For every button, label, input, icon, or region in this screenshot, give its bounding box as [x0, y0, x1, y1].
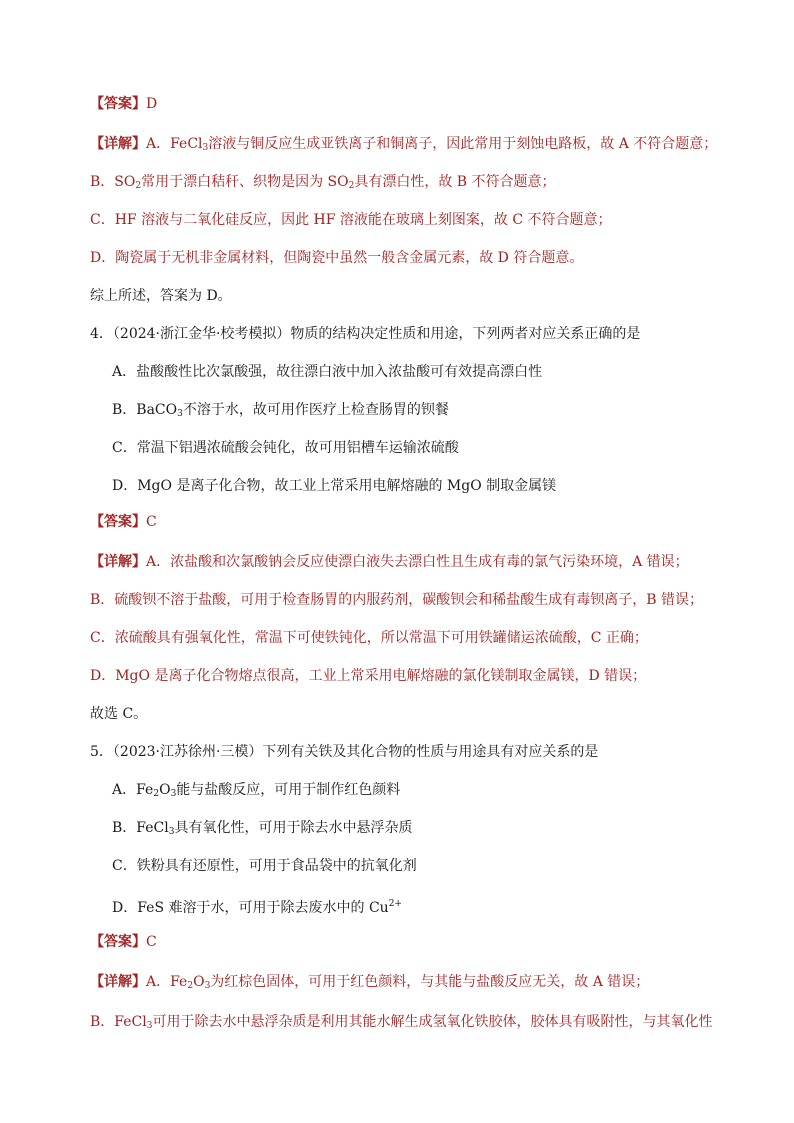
- text-run: D．MgO 是离子化合物熔点很高，工业上常采用电解熔融的氯化镁制取金属镁，D 错误；: [90, 668, 647, 684]
- text-run: 4．（2024·浙江金华·校考模拟）物质的结构决定性质和用途，下列两者对应关系正确的是: [90, 326, 641, 342]
- text-run: B．FeCl: [90, 1014, 147, 1030]
- text-run: B．FeCl: [112, 820, 169, 836]
- section-tag: 【详解】: [90, 974, 146, 990]
- text-run: A．FeCl: [146, 136, 203, 152]
- text-run: 为红棕色固体，可用于红色颜料，与其能与盐酸反应无关，故 A 错误；: [210, 974, 650, 990]
- text-run: C．HF 溶液与二氧化硅反应，因此 HF 溶液能在玻璃上刻图案，故 C 不符合题意；: [90, 212, 612, 228]
- text-run: 3: [146, 1021, 153, 1031]
- text-run: A．Fe: [146, 974, 188, 990]
- text-line-d4d: [90, 666, 646, 686]
- text-run: 具有氧化性，可用于除去水中悬浮杂质: [174, 820, 413, 836]
- text-line-ans4: [90, 512, 157, 532]
- text-line-q4c: [112, 438, 459, 458]
- text-run: B．SO: [90, 174, 136, 190]
- text-line-q5b: [112, 818, 412, 842]
- answer-letter: C: [146, 934, 157, 950]
- text-run: A．盐酸酸性比次氯酸强，故往漂白液中加入浓盐酸可有效提高漂白性: [112, 364, 543, 380]
- text-run: C．常温下铝遇浓硫酸会钝化，故可用铝槽车运输浓硫酸: [112, 440, 459, 456]
- text-line-q5c: [112, 856, 417, 876]
- answer-letter: D: [146, 96, 158, 112]
- text-run: 3: [202, 143, 209, 153]
- text-run: C．铁粉具有还原性，可用于食品袋中的抗氧化剂: [112, 858, 417, 874]
- section-tag: 【详解】: [90, 554, 146, 570]
- answer-letter: C: [146, 514, 157, 530]
- text-line-d4b: [90, 590, 703, 610]
- text-run: 不溶于水，故可用作医疗上检查肠胃的钡餐: [182, 402, 449, 418]
- text-line-q4b: [112, 400, 449, 424]
- text-run: A．Fe: [112, 782, 154, 798]
- text-run: 综上所述，答案为 D。: [90, 288, 232, 304]
- text-run: B．硫酸钡不溶于盐酸，可用于检查肠胃的内服药剂，碳酸钡会和稀盐酸生成有毒钡离子，B 错误；: [90, 592, 704, 608]
- text-run: B．BaCO: [112, 402, 178, 418]
- text-run: 能与盐酸反应，可用于制作红色颜料: [176, 782, 401, 798]
- text-run: 2: [348, 181, 355, 191]
- text-line-d5a: [90, 972, 649, 996]
- text-line-d4a: [90, 552, 689, 572]
- text-line-d3c: [90, 210, 612, 230]
- text-run: 5．（2023·江苏徐州·三模）下列有关铁及其化合物的性质与用途具有对应关系的是: [90, 744, 599, 760]
- text-line-q4a: [112, 362, 542, 382]
- text-run: 2: [187, 981, 194, 991]
- text-run: D．FeS 难溶于水，可用于除去废水中的 Cu: [112, 900, 389, 916]
- text-run: 3: [177, 409, 183, 419]
- text-run: D．陶瓷属于无机非金属材料，但陶瓷中虽然一般含金属元素，故 D 符合题意。: [90, 250, 584, 266]
- text-run: 具有漂白性，故 B 不符合题意；: [354, 174, 556, 190]
- text-line-d3d: [90, 248, 583, 268]
- text-run: 故选 C。: [90, 706, 148, 722]
- text-line-q4d: [112, 476, 556, 496]
- text-run: 3: [204, 981, 211, 991]
- text-line-d5b: [90, 1012, 712, 1036]
- text-line-q5d: [112, 894, 402, 918]
- text-run: C．浓硫酸具有强氧化性，常温下可使铁钝化，所以常温下可用铁罐储运浓硫酸，C 正确；: [90, 630, 648, 646]
- text-run: 可用于除去水中悬浮杂质是利用其能水解生成氢氧化铁胶体，胶体具有吸附性，与其氧化性: [152, 1014, 713, 1030]
- text-run: 2: [153, 789, 160, 799]
- text-line-ans3: [90, 94, 157, 114]
- text-run: 3: [170, 789, 177, 799]
- text-line-ans5: [90, 932, 157, 952]
- text-line-d4c: [90, 628, 648, 648]
- section-tag: 【详解】: [90, 136, 146, 152]
- text-run: 2: [135, 181, 142, 191]
- text-run: 溶液与铜反应生成亚铁离子和铜离子，因此常用于刻蚀电路板，故 A 不符合题意；: [208, 136, 718, 152]
- text-line-d3b: [90, 172, 556, 196]
- text-line-q5: [90, 742, 598, 762]
- text-line-q4: [90, 324, 640, 344]
- text-line-d3a: [90, 134, 717, 158]
- text-run: A．浓盐酸和次氯酸钠会反应使漂白液失去漂白性且生成有毒的氯气污染环境，A 错误；: [146, 554, 689, 570]
- section-tag: 【答案】: [90, 934, 146, 950]
- text-run: D．MgO 是离子化合物，故工业上常采用电解熔融的 MgO 制取金属镁: [112, 478, 557, 494]
- text-run: O: [159, 782, 171, 798]
- text-run: 3: [168, 827, 175, 837]
- text-run: 常用于漂白秸秆、织物是因为 SO: [141, 174, 349, 190]
- section-tag: 【答案】: [90, 514, 146, 530]
- text-line-s3: [90, 286, 232, 306]
- text-line-s4: [90, 704, 147, 724]
- section-tag: 【答案】: [90, 96, 146, 112]
- text-run: O: [193, 974, 205, 990]
- text-run: 2+: [388, 899, 402, 909]
- text-line-q5a: [112, 780, 400, 804]
